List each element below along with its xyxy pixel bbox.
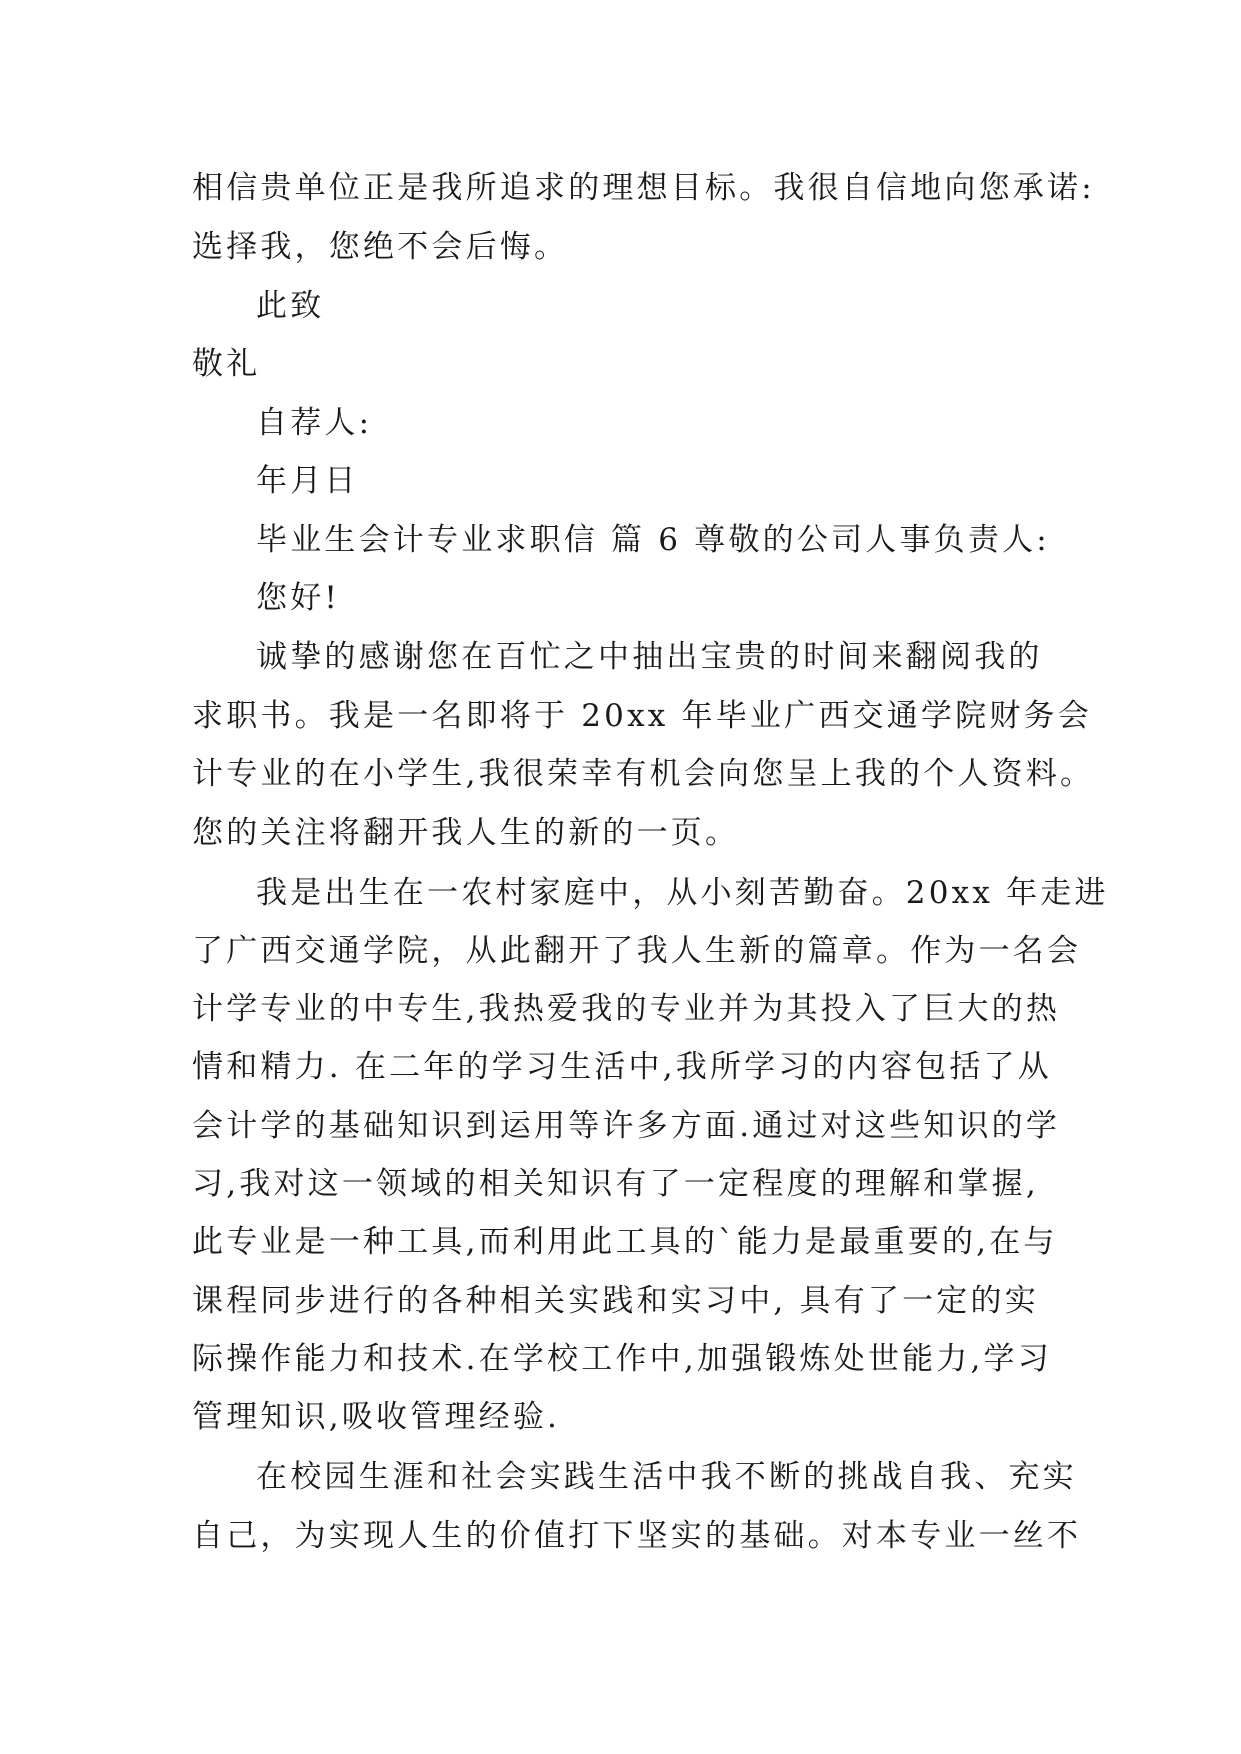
text-line: 求职书。我是一名即将于 20xx 年毕业广西交通学院财务会 xyxy=(192,698,1092,734)
text-line: 管理知识,吸收管理经验. xyxy=(192,1399,561,1435)
text-line: 选择我，您绝不会后悔。 xyxy=(192,229,569,265)
text-line: 您的关注将翻开我人生的新的一页。 xyxy=(192,815,740,851)
text-line: 自己，为实现人生的价值打下坚实的基础。对本专业一丝不 xyxy=(192,1518,1082,1554)
closing-regards: 敬礼 xyxy=(192,346,261,382)
text-line: 会计学的基础知识到运用等许多方面.通过对这些知识的学 xyxy=(192,1108,1061,1144)
text-line: 计学专业的中专生,我热爱我的专业并为其投入了巨大的热 xyxy=(192,991,1061,1027)
text-line: 诚挚的感谢您在百忙之中抽出宝贵的时间来翻阅我的 xyxy=(256,639,1043,675)
text-line: 际操作能力和技术.在学校工作中,加强锻炼处世能力,学习 xyxy=(192,1341,1052,1377)
closing-salutation: 此致 xyxy=(256,288,325,324)
text-line: 情和精力. 在二年的学习生活中,我所学习的内容包括了从 xyxy=(192,1049,1052,1085)
text-line: 计专业的在小学生,我很荣幸有机会向您呈上我的个人资料。 xyxy=(192,756,1095,792)
text-line: 课程同步进行的各种相关实践和实习中, 具有了一定的实 xyxy=(192,1283,1039,1319)
text-line: 习,我对这一领域的相关知识有了一定程度的理解和掌握, xyxy=(192,1166,1039,1202)
text-line: 相信贵单位正是我所追求的理想目标。我很自信地向您承诺: xyxy=(192,170,1095,206)
date-label: 年月日 xyxy=(256,463,359,499)
section-heading: 毕业生会计专业求职信 篇 6 尊敬的公司人事负责人: xyxy=(256,522,1050,558)
text-line: 了广西交通学院，从此翻开了我人生新的篇章。作为一名会 xyxy=(192,933,1082,969)
text-line: 我是出生在一农村家庭中，从小刻苦勤奋。20xx 年走进 xyxy=(256,875,1109,911)
text-line: 在校园生涯和社会实践生活中我不断的挑战自我、充实 xyxy=(256,1459,1077,1495)
greeting: 您好! xyxy=(256,580,341,616)
text-line: 此专业是一种工具,而利用此工具的`能力是最重要的,在与 xyxy=(192,1224,1058,1260)
signature-label: 自荐人: xyxy=(256,405,373,441)
